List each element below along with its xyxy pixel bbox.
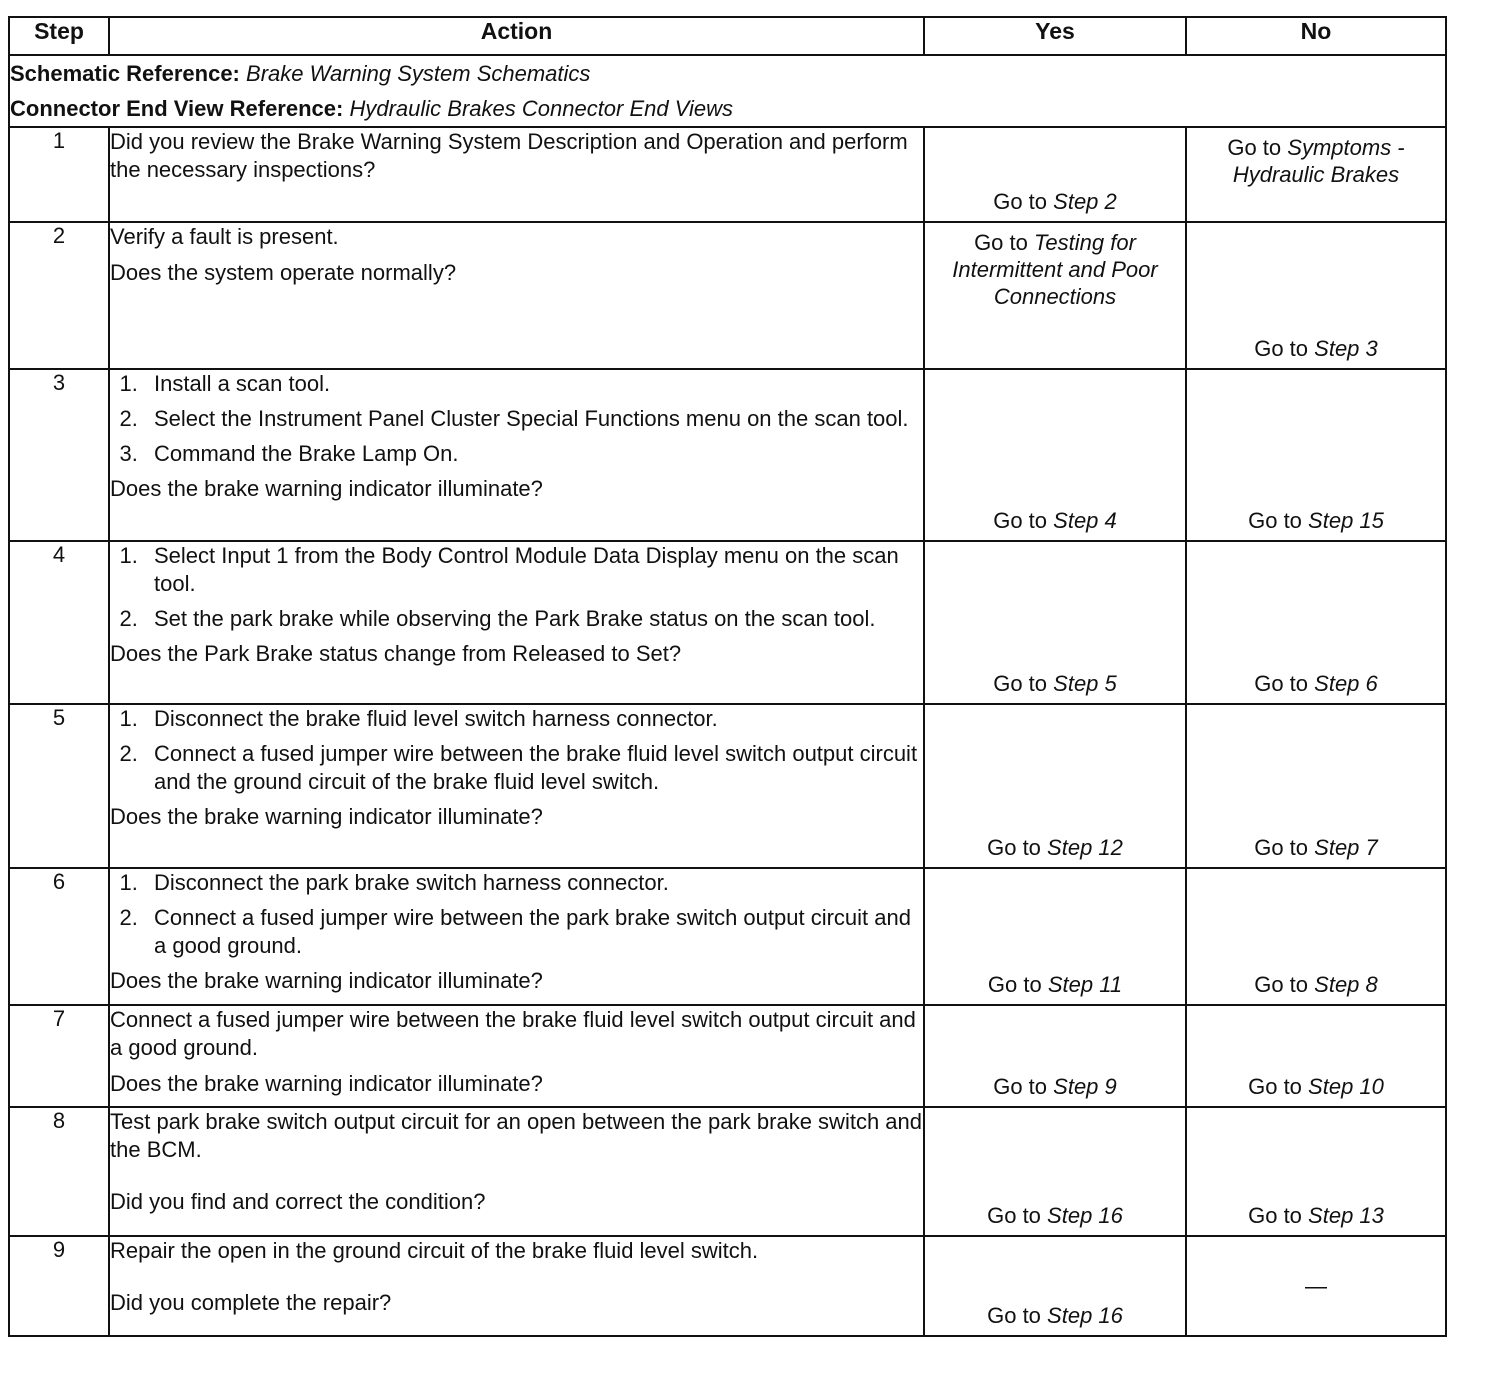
yes-result[interactable]: Go to Step 11 [924,868,1186,1005]
no-result[interactable]: Go to Step 6 [1186,541,1446,704]
no-result[interactable]: Go to Step 3 [1186,222,1446,369]
step-number: 4 [9,541,109,704]
yes-result[interactable]: Go to Step 4 [924,369,1186,541]
schematic-reference-link[interactable]: Brake Warning System Schematics [246,61,591,86]
yes-result[interactable]: Go to Step 12 [924,704,1186,868]
connector-reference-link[interactable]: Hydraulic Brakes Connector End Views [349,96,734,121]
table-row [9,1107,1446,1236]
reference-row [9,55,1446,127]
no-result: — [1186,1236,1446,1336]
table-row [9,222,1446,369]
no-result[interactable]: Go to Step 13 [1186,1107,1446,1236]
header-yes: Yes [924,17,1186,55]
table-row [9,127,1446,222]
diagnostic-table [8,16,1447,1337]
step-number: 1 [9,127,109,222]
header-action: Action [109,17,924,55]
step-action: Connect a fused jumper wire between the brake fluid level switch output circuit and a good ground. Does the brake warning indicator illuminate? [109,1005,924,1107]
table-row [9,868,1446,1005]
header-row [9,17,1446,55]
table-row [9,541,1446,704]
step-action: 1. Select Input 1 from the Body Control Module Data Display menu on the scan tool. 2. Set the park brake while observing the Park Brake status on the scan tool. Does the Park Brake status change from Released to Set? [109,541,924,704]
step-instructions: 1. Disconnect the park brake switch harness connector. 2. Connect a fused jumper wire between the park brake switch output circuit and a good ground. [110,869,923,960]
step-instructions: 1. Disconnect the brake fluid level switch harness connector. 2. Connect a fused jumper wire between the brake fluid level switch output circuit and the ground circuit of the brake fluid level switch. [110,705,923,796]
step-action: Test park brake switch output circuit for an open between the park brake switch and the BCM. Did you find and correct the condition? [109,1107,924,1236]
table-row [9,1236,1446,1336]
step-action: 1. Install a scan tool. 2. Select the Instrument Panel Cluster Special Functions menu on the scan tool. 3. Command the Brake Lamp On. Does the brake warning indicator illuminate? [109,369,924,541]
step-action: Did you review the Brake Warning System Description and Operation and perform the necessary inspections? [109,127,924,222]
step-number: 5 [9,704,109,868]
yes-result[interactable]: Go to Step 2 [924,127,1186,222]
step-instructions: 1. Select Input 1 from the Body Control Module Data Display menu on the scan tool. 2. Set the park brake while observing the Park Brake status on the scan tool. [110,542,923,633]
step-action: 1. Disconnect the park brake switch harness connector. 2. Connect a fused jumper wire between the park brake switch output circuit and a good ground. Does the brake warning indicator illuminate? [109,868,924,1005]
step-number: 3 [9,369,109,541]
table-row [9,704,1446,868]
table-row [9,1005,1446,1107]
step-action: Verify a fault is present. Does the system operate normally? [109,222,924,369]
header-no: No [1186,17,1446,55]
no-result[interactable]: Go to Symptoms - Hydraulic Brakes [1186,127,1446,222]
yes-result[interactable]: Go to Step 9 [924,1005,1186,1107]
no-result[interactable]: Go to Step 7 [1186,704,1446,868]
step-number: 9 [9,1236,109,1336]
yes-result[interactable]: Go to Step 5 [924,541,1186,704]
header-step: Step [9,17,109,55]
step-number: 2 [9,222,109,369]
step-action: Repair the open in the ground circuit of the brake fluid level switch. Did you complete the repair? [109,1236,924,1336]
no-result[interactable]: Go to Step 8 [1186,868,1446,1005]
step-action: 1. Disconnect the brake fluid level switch harness connector. 2. Connect a fused jumper wire between the brake fluid level switch output circuit and the ground circuit of the brake fluid level switch. Does the brake warning indicator illuminate? [109,704,924,868]
connector-reference: Connector End View Reference: Hydraulic Brakes Connector End Views [10,96,734,121]
step-number: 7 [9,1005,109,1107]
step-number: 6 [9,868,109,1005]
no-result[interactable]: Go to Step 15 [1186,369,1446,541]
yes-result[interactable]: Go to Testing for Intermittent and Poor Connections [924,222,1186,369]
step-instructions: 1. Install a scan tool. 2. Select the Instrument Panel Cluster Special Functions menu on the scan tool. 3. Command the Brake Lamp On. [110,370,923,468]
table-row [9,369,1446,541]
step-number: 8 [9,1107,109,1236]
yes-result[interactable]: Go to Step 16 [924,1107,1186,1236]
schematic-reference: Schematic Reference: Brake Warning System Schematics [10,61,591,86]
no-result[interactable]: Go to Step 10 [1186,1005,1446,1107]
yes-result[interactable]: Go to Step 16 [924,1236,1186,1336]
